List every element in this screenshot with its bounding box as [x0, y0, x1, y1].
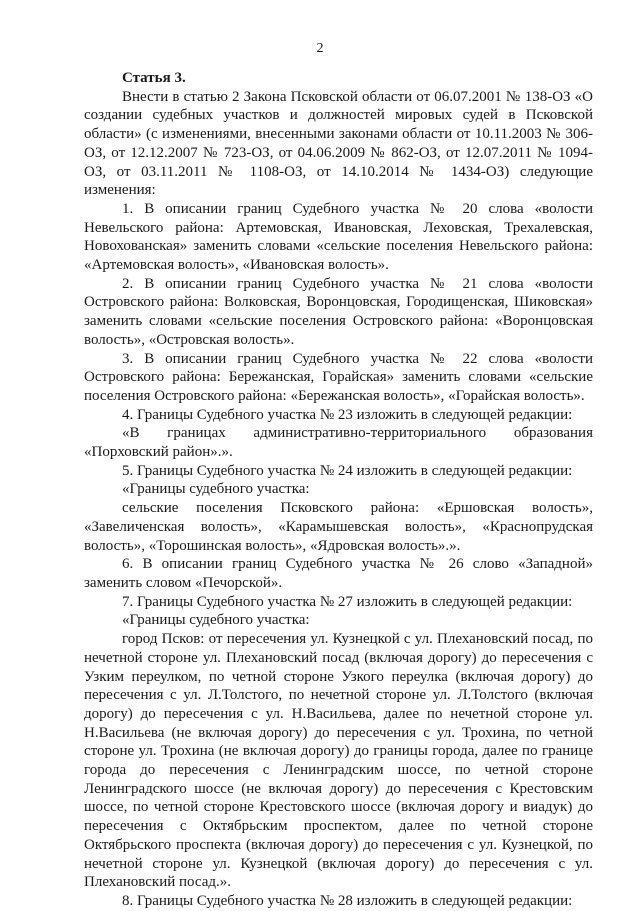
paragraph-item-7: 7. Границы Судебного участка № 27 изложить в следующей редакции: — [122, 593, 573, 610]
paragraph-item-5-text: сельские поселения Псковского района: «Ершовская волость», «Завеличенская волость», «Карамышевская волость», «Краснопрудская волость», «Торошинская волость», «Ядровская волость».». — [84, 500, 593, 554]
paragraph-item-5-heading: «Границы судебного участка: — [122, 481, 310, 498]
paragraph-item-4-text: «В границах административно-территориального образования «Порховский район».». — [84, 425, 593, 461]
paragraph-item-3: 3. В описании границ Судебного участка № 22 слова «волости Островского района: Бережанская, Горайская» заменить словами «сельские поселения Островского района: «Бережанская волость», «Горайская волость». — [84, 350, 593, 404]
paragraph-item-1: 1. В описании границ Судебного участка № 20 слова «волости Невельского района: Артемовская, Ивановская, Леховская, Трехалевская, Новохованская» заменить словами «сельские поселения Невельского района: «Артемовская волость», «Ивановская волость». — [84, 200, 593, 274]
paragraph-item-7-text: город Псков: от пересечения ул. Кузнецкой с ул. Плехановский посад, по нечетной стороне ул. Плехановский посад (включая дорогу) до пересечения с Узким переулком, по четной стороне Узкого переулка (включая дорогу) до пересечения с ул. Л.Толстого, по нечетной стороне ул. Л.Толстого (включая дорогу) до пересечения с ул. Н.Васильева, далее по нечетной стороне ул. Н.Васильева (не включая дорогу) до пересечения с ул. Трохина, по четной стороне ул. Трохина (не включая дорогу) до границы города, далее по границе города до пересечения с Ленинградским шоссе, по четной стороне Ленинградского шоссе (не включая дорогу) до пересечения с Крестовским шоссе, по четной стороне Крестовского шоссе (включая дорогу и виадук) до пересечения с Октябрьским проспектом, далее по четной стороне Октябрьского проспекта (включая дорогу) до пересечения с ул. Кузнецкой, по нечетной стороне ул. Кузнецкой (включая дорогу) до пересечения с ул. Плехановский посад.». — [84, 631, 593, 891]
paragraph-item-6: 6. В описании границ Судебного участка № 26 слово «Западной» заменить словом «Печорской». — [84, 556, 593, 591]
paragraph-intro: Внести в статью 2 Закона Псковской области от 06.07.2001 № 138-ОЗ «О создании судебных участков и должностей мировых судей в Псковской области» (с изменениями, внесенными законами области от 10.11.2003 № 306-ОЗ, от 12.12.2007 № 723-ОЗ, от 04.06.2009 № 862-ОЗ, от 12.07.2011 № 1094-ОЗ, от 03.11.2011 № 1108-ОЗ, от 14.10.2014 № 1434-ОЗ) следующие изменения: — [84, 88, 593, 199]
paragraph-item-5: 5. Границы Судебного участка № 24 изложить в следующей редакции: — [122, 462, 573, 479]
paragraph-item-2: 2. В описании границ Судебного участка № 21 слова «волости Островского района: Волковская, Воронцовская, Городищенская, Шиковская» заменить словами «сельские поселения Островского района: «Воронцовская волость», «Островская волость». — [84, 275, 593, 348]
paragraph-item-4: 4. Границы Судебного участка № 23 изложить в следующей редакции: — [122, 406, 573, 423]
paragraph-item-8: 8. Границы Судебного участка № 28 изложить в следующей редакции: — [122, 892, 573, 909]
paragraph-item-7-heading: «Границы судебного участка: — [122, 612, 310, 629]
page-number: 2 — [316, 41, 324, 56]
document-body — [84, 69, 593, 911]
article-title: Статья 3. — [122, 70, 186, 86]
